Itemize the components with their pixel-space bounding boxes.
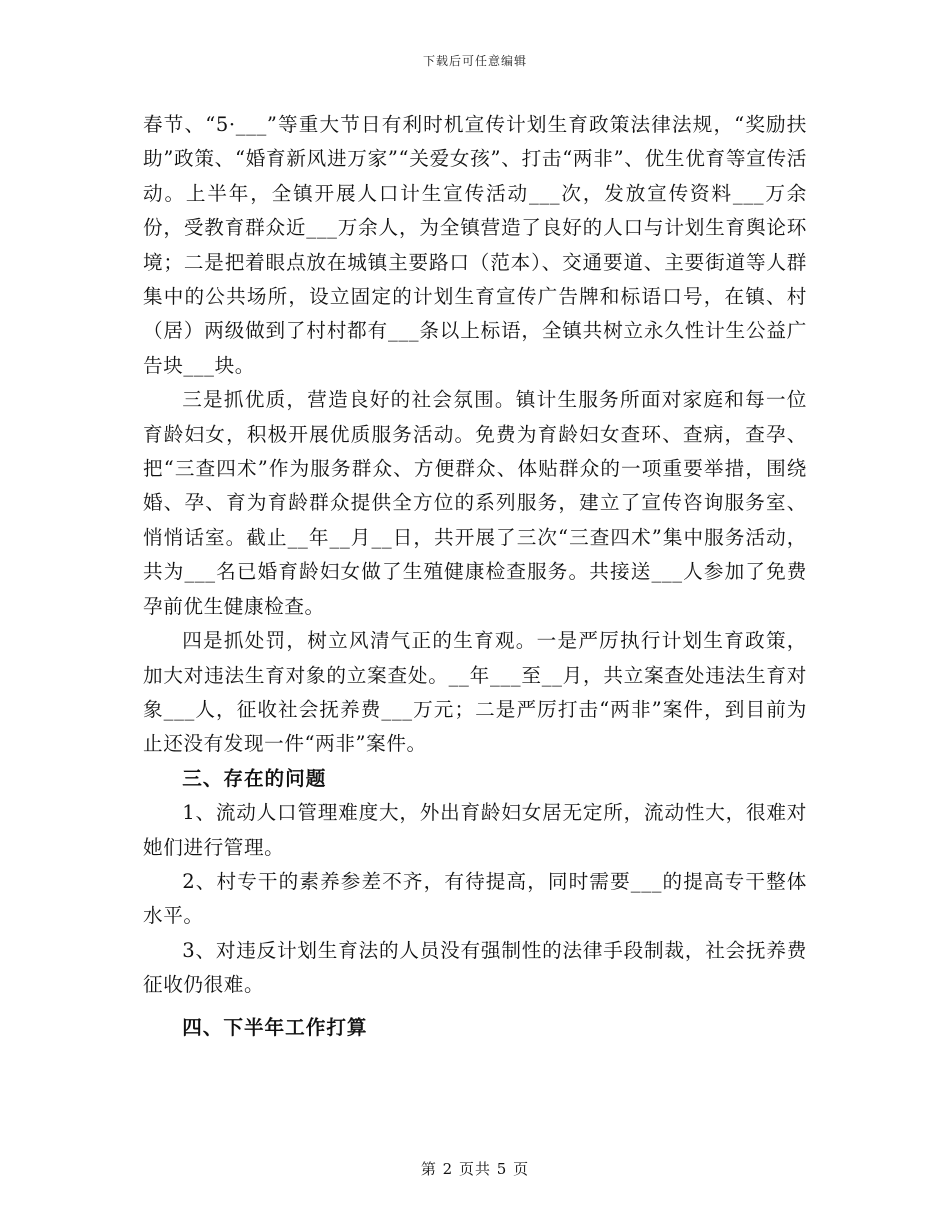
section-heading-problems: 三、存在的问题 xyxy=(182,766,327,790)
page-footer: 第 2 页共 5 页 xyxy=(420,1160,530,1178)
paragraph-quality-service: 三是抓优质，营造良好的社会氛围。镇计生服务所面对家庭和每一位育龄妇女，积极开展优质服务活动。免费为育龄妇女查环、查病，查孕、把“三查四术”作为服务群众、方便群众、体贴群众的一项重要举措，围绕婚、孕、育为育龄群众提供全方位的系列服务，建立了宣传咨询服务室、悄悄话室。截止__年__月__日，共开展了三次“三查四术”集中服务活动，共为___名已婚育龄妇女做了生殖健康检查服务。共接送___人参加了免费孕前优生健康检查。 xyxy=(143,388,807,618)
section-heading-plans: 四、下半年工作打算 xyxy=(182,1015,368,1039)
paragraph-publicity-activities: 春节、“5·___”等重大节日有利时机宣传计划生育政策法律法规，“奖励扶助”政策、“婚育新风进万家”“关爱女孩”、打击“两非”、优生优育等宣传活动。上半年，全镇开展人口计生宣传活动___次，发放宣传资料___万余份，受教育群众近___万余人，为全镇营造了良好的人口与计划生育舆论环境；二是把着眼点放在城镇主要路口（范本）、交通要道、主要街道等人群集中的公共场所，设立固定的计划生育宣传广告牌和标语口号，在镇、村（居）两级做到了村村都有___条以上标语，全镇共树立永久性计生公益广告块___块。 xyxy=(143,113,807,377)
paragraph-penalties: 四是抓处罚，树立风清气正的生育观。一是严厉执行计划生育政策，加大对违法生育对象的立案查处。__年___至__月，共立案查处违法生育对象___人，征收社会抚养费___万元；二是严厉打击“两非”案件，到目前为止还没有发现一件“两非”案件。 xyxy=(143,629,807,756)
problem-item-1: 1、流动人口管理难度大，外出育龄妇女居无定所，流动性大，很难对她们进行管理。 xyxy=(143,801,807,859)
problem-item-3: 3、对违反计划生育法的人员没有强制性的法律手段制裁，社会抚养费征收仍很难。 xyxy=(143,938,807,997)
page-header: 下载后可任意编辑 xyxy=(422,54,527,68)
document-body xyxy=(143,108,807,1045)
problem-item-2: 2、村专干的素养参差不齐，有待提高，同时需要___的提高专干整体水平。 xyxy=(143,869,807,928)
